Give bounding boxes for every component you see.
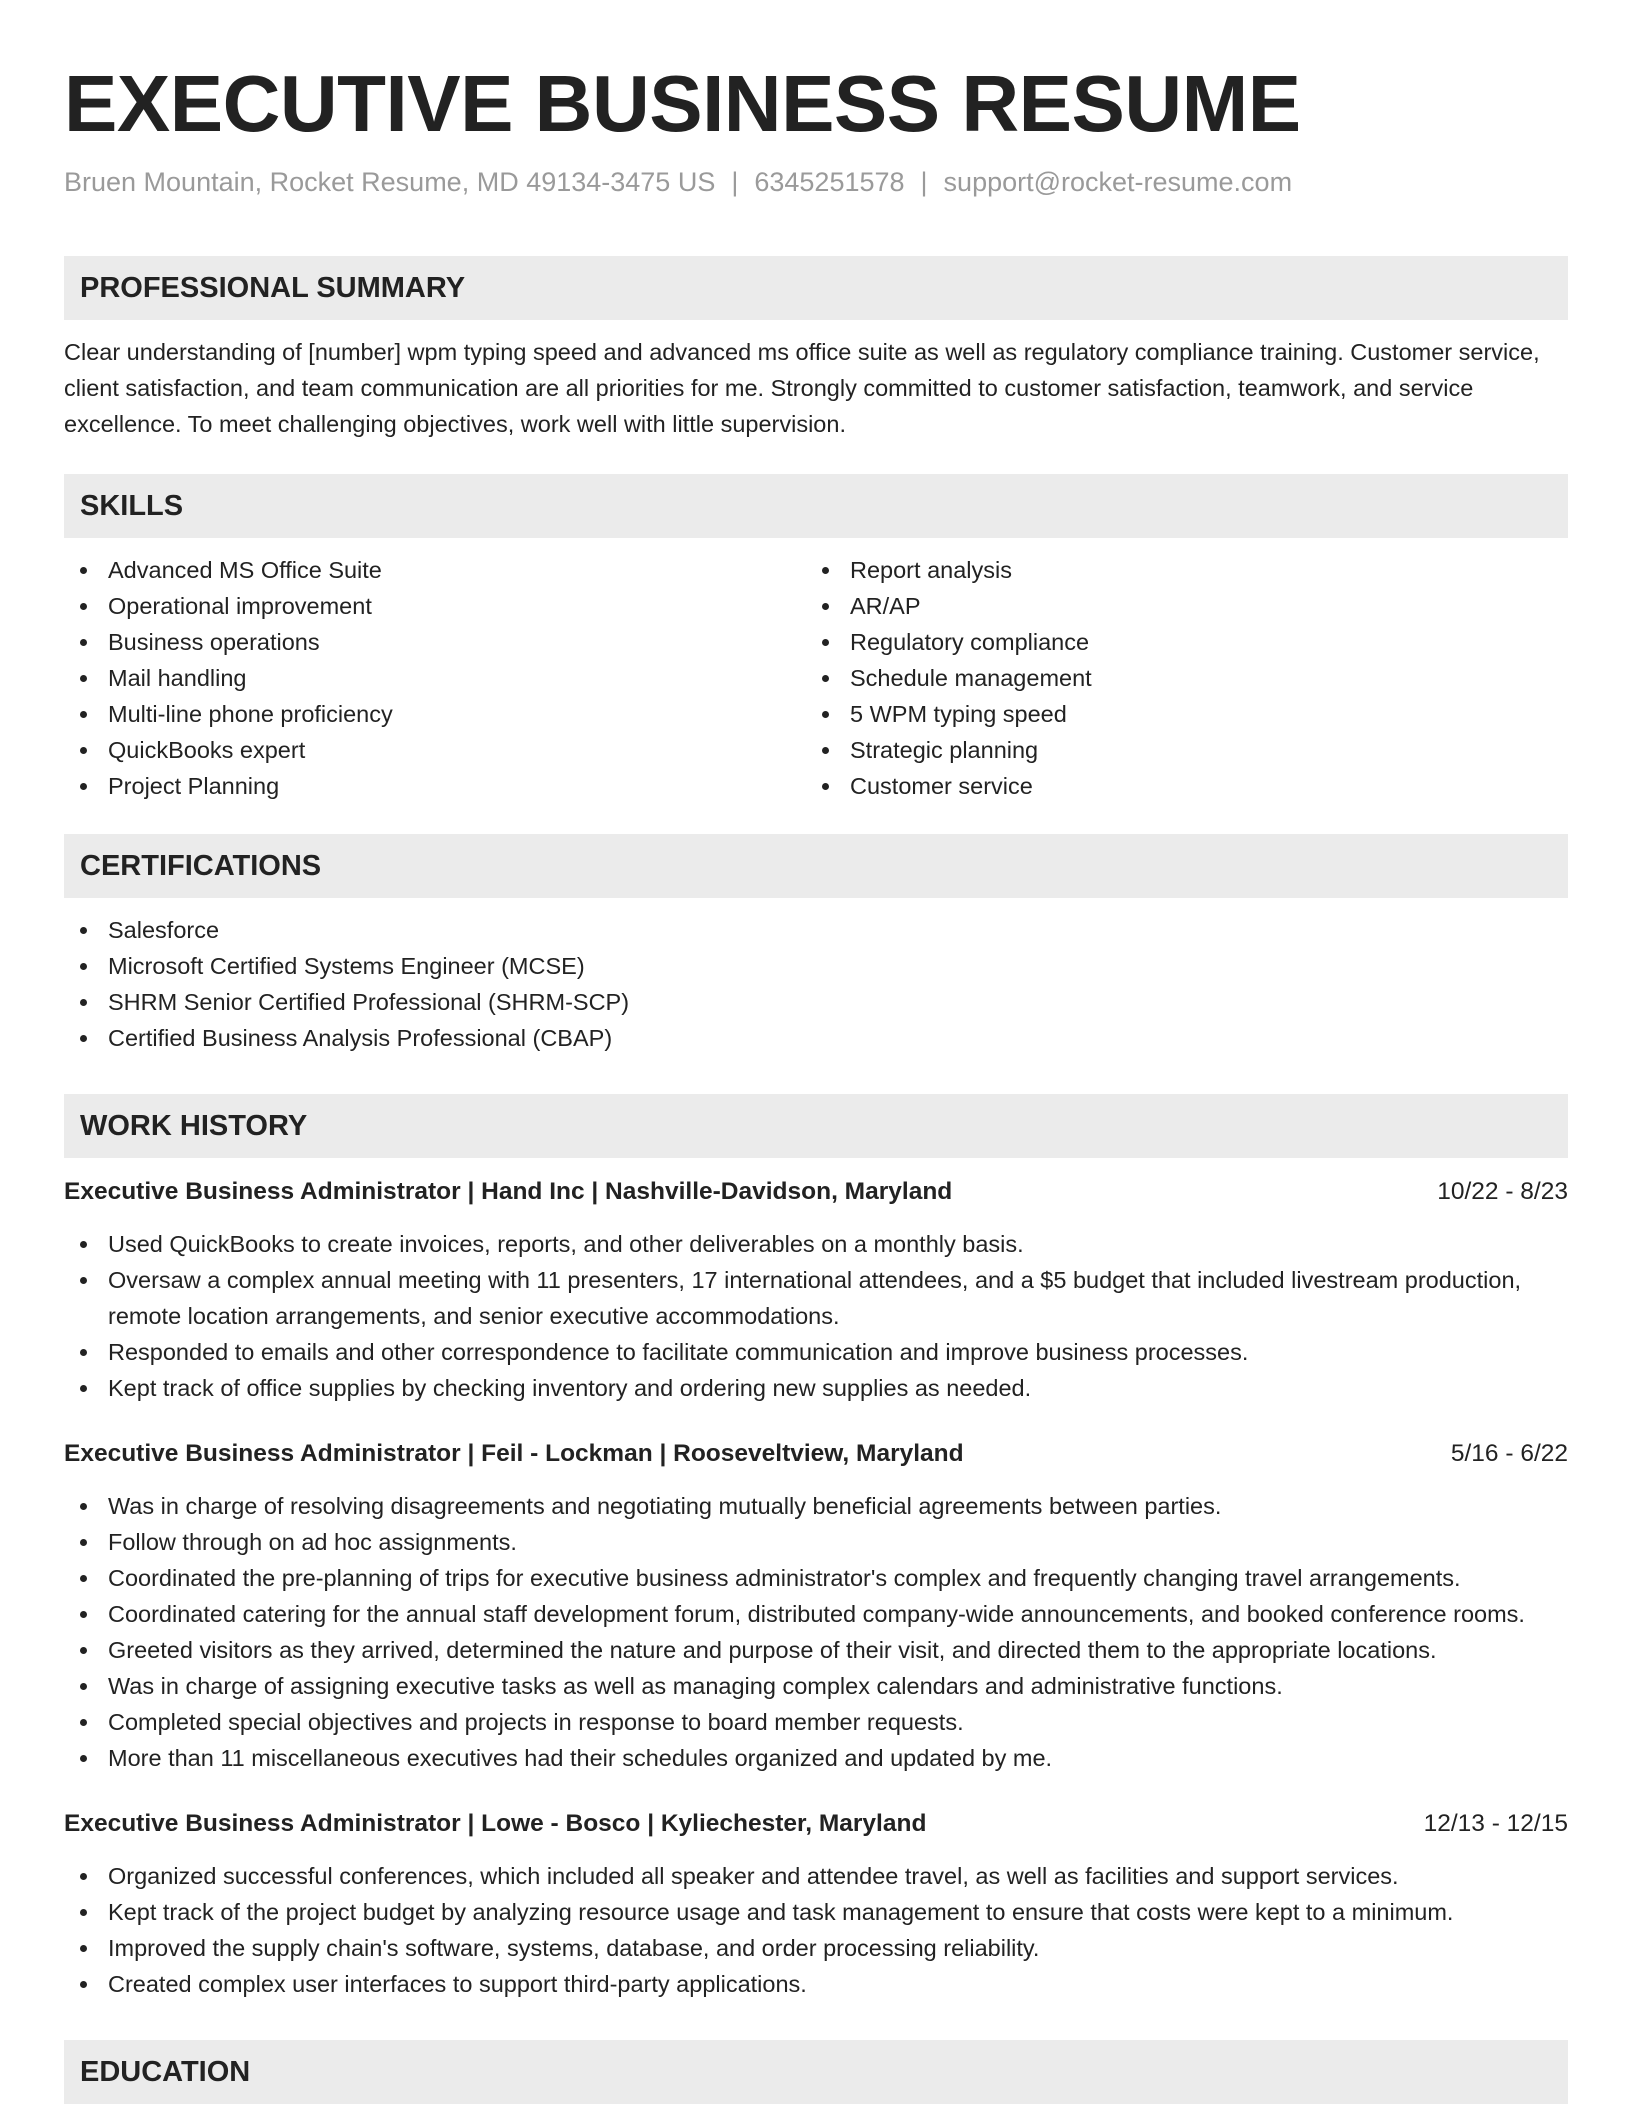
contact-separator: | — [920, 167, 928, 197]
job-bullet: Used QuickBooks to create invoices, reports, and other deliverables on a monthly basis. — [64, 1226, 1568, 1262]
job-title: Executive Business Administrator | Hand Inc | Nashville-Davidson, Maryland — [64, 1178, 953, 1205]
certification-item: Certified Business Analysis Professional (CBAP) — [64, 1020, 1568, 1056]
skill-item: Regulatory compliance — [806, 624, 1548, 660]
section-header-work-history: WORK HISTORY — [64, 1094, 1568, 1158]
certifications-list — [64, 912, 1568, 1056]
job-bullet: Responded to emails and other correspondence to facilitate communication and improve business processes. — [64, 1334, 1568, 1370]
contact-address: Bruen Mountain, Rocket Resume, MD 49134-3475 US — [64, 167, 716, 197]
skills-list-left — [64, 552, 806, 804]
skill-item: Project Planning — [64, 768, 806, 804]
job-bullet: Greeted visitors as they arrived, determined the nature and purpose of their visit, and directed them to the appropriate locations. — [64, 1632, 1568, 1668]
certification-item: SHRM Senior Certified Professional (SHRM-SCP) — [64, 984, 1568, 1020]
section-header-skills: SKILLS — [64, 474, 1568, 538]
job-header — [64, 1436, 1568, 1472]
skill-item: Schedule management — [806, 660, 1548, 696]
skill-item: Customer service — [806, 768, 1548, 804]
job-bullet-list — [64, 1488, 1568, 1776]
job-bullet-list — [64, 1226, 1568, 1406]
job-header — [64, 1806, 1568, 1842]
summary-text: Clear understanding of [number] wpm typing speed and advanced ms office suite as well as regulatory compliance training. Customer service, client satisfaction, and team communication are all priorities for me. Strongly committed to customer satisfaction, teamwork, and service excellence. To meet challenging objectives, work well with little supervision. — [64, 339, 1540, 437]
job-bullet: Oversaw a complex annual meeting with 11 presenters, 17 international attendees, and a $5 budget that included livestream production, remote location arrangements, and senior executive accommodations. — [64, 1262, 1568, 1334]
job-bullet: Was in charge of assigning executive tasks as well as managing complex calendars and administrative functions. — [64, 1668, 1568, 1704]
job-bullet: More than 11 miscellaneous executives had their schedules organized and updated by me. — [64, 1740, 1568, 1776]
job-bullet: Improved the supply chain's software, systems, database, and order processing reliability. — [64, 1930, 1568, 1966]
job-entry — [64, 1806, 1568, 2002]
contact-email[interactable]: support@rocket-resume.com — [943, 167, 1293, 197]
resume-page — [64, 0, 1568, 2104]
section-header-certifications: CERTIFICATIONS — [64, 834, 1568, 898]
certification-item: Salesforce — [64, 912, 1568, 948]
job-title: Executive Business Administrator | Lowe - Bosco | Kyliechester, Maryland — [64, 1810, 927, 1837]
skill-item: Advanced MS Office Suite — [64, 552, 806, 588]
skill-item: Strategic planning — [806, 732, 1548, 768]
skill-item: Multi-line phone proficiency — [64, 696, 806, 732]
contact-line — [64, 164, 1568, 200]
job-bullet: Organized successful conferences, which included all speaker and attendee travel, as well as facilities and support services. — [64, 1858, 1568, 1894]
job-dates: 10/22 - 8/23 — [1437, 1178, 1568, 1205]
skill-item: Operational improvement — [64, 588, 806, 624]
skills-grid — [64, 552, 1568, 804]
skill-item: Report analysis — [806, 552, 1548, 588]
job-dates: 5/16 - 6/22 — [1450, 1440, 1568, 1467]
job-bullet: Completed special objectives and projects in response to board member requests. — [64, 1704, 1568, 1740]
job-header — [64, 1174, 1568, 1210]
skill-item: Mail handling — [64, 660, 806, 696]
contact-separator: | — [731, 167, 739, 197]
job-bullet: Coordinated the pre-planning of trips for executive business administrator's complex and frequently changing travel arrangements. — [64, 1560, 1568, 1596]
job-entry — [64, 1174, 1568, 1406]
contact-phone: 6345251578 — [754, 167, 905, 197]
skill-item: 5 WPM typing speed — [806, 696, 1548, 732]
skill-item: AR/AP — [806, 588, 1548, 624]
certification-item: Microsoft Certified Systems Engineer (MCSE) — [64, 948, 1568, 984]
job-bullet: Created complex user interfaces to support third-party applications. — [64, 1966, 1568, 2002]
skills-list-right — [806, 552, 1548, 804]
job-dates: 12/13 - 12/15 — [1423, 1810, 1568, 1837]
job-entry — [64, 1436, 1568, 1776]
job-bullet: Was in charge of resolving disagreements and negotiating mutually beneficial agreements between parties. — [64, 1488, 1568, 1524]
skill-item: Business operations — [64, 624, 806, 660]
skill-item: QuickBooks expert — [64, 732, 806, 768]
job-bullet: Follow through on ad hoc assignments. — [64, 1524, 1568, 1560]
section-header-education: EDUCATION — [64, 2040, 1568, 2104]
job-bullet: Kept track of the project budget by analyzing resource usage and task management to ensure that costs were kept to a minimum. — [64, 1894, 1568, 1930]
job-bullet: Coordinated catering for the annual staff development forum, distributed company-wide announcements, and booked conference rooms. — [64, 1596, 1568, 1632]
section-header-summary: PROFESSIONAL SUMMARY — [64, 256, 1568, 320]
job-title: Executive Business Administrator | Feil - Lockman | Rooseveltview, Maryland — [64, 1440, 964, 1467]
resume-title: EXECUTIVE BUSINESS RESUME — [64, 59, 1301, 148]
job-bullet: Kept track of office supplies by checking inventory and ordering new supplies as needed. — [64, 1370, 1568, 1406]
job-bullet-list — [64, 1858, 1568, 2002]
